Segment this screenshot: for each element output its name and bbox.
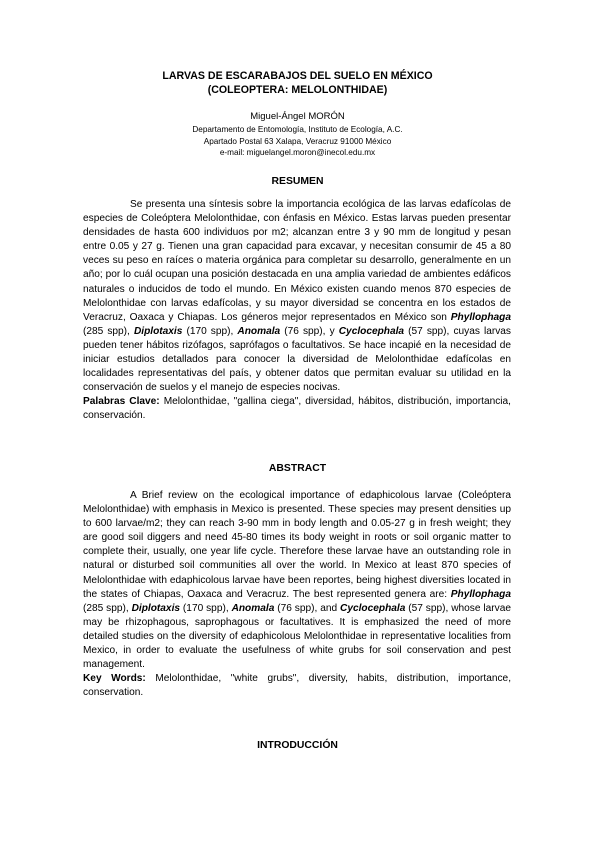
genus-phyllophaga: Phyllophaga	[450, 311, 511, 323]
palabras-clave-text: Melolonthidae, "gallina ciega", diversidad, hábitos, distribución, importancia, conservación.	[83, 396, 511, 422]
abstract-text-5: (57 spp), whose larvae may be rhizophagous, saprophagous or facultatives. It is emphasized the need of more detailed studies on the diversity of edaphicolous Melolonthidae in representative localities from Mexico, in order to evaluate the usefulness of white grubs for soil conservation and pest management.	[83, 602, 511, 671]
paper-title-line1: LARVAS DE ESCARABAJOS DEL SUELO EN MÉXICO	[162, 70, 433, 82]
resumen-text-4: (76 spp), y	[280, 325, 339, 337]
resumen-text-2: (285 spp),	[83, 325, 134, 337]
resumen-text-3: (170 spp),	[182, 325, 238, 337]
resumen-heading: RESUMEN	[271, 176, 324, 187]
genus-anomala-en: Anomala	[231, 602, 275, 614]
affiliation-line1: Departamento de Entomología, Instituto de Ecología, A.C.	[192, 125, 403, 134]
genus-diplotaxis-en: Diplotaxis	[131, 602, 181, 614]
key-words-label: Key Words:	[83, 673, 146, 685]
author-email: e-mail: miguelangel.moron@inecol.edu.mx	[219, 148, 376, 157]
genus-diplotaxis: Diplotaxis	[133, 325, 183, 337]
abstract-text-1: A Brief review on the ecological importance of edaphicolous larvae (Coleóptera Melolonthidae) with emphasis in Mexico is presented. These species may present densities up to 600 larvae/m2; they can reach 3-90 mm in body length and 0.05-27 g in fresh weight; they are good soil diggers and need 45-80 times its body weight in roots or soil organic matter to complete their, usually, one year life cycle. Therefore these larvae have an outstanding role in natural or disturbed soil communities all over the world. In Mexico at least 870 species of Melolonthidae with edaphicolous larvae have been reportes, being highest diversities located in the states of Chiapas, Oaxaca and Veracruz. The best represented genera are:	[83, 490, 511, 600]
resumen-text-1: Se presenta una síntesis sobre la importancia ecológica de las larvas edafícolas de especies de Coleóptera Melolonthidae, con énfasis en México. Estas larvas pueden presentar densidades de hasta 600 individuos por m2; alcanzan entre 3 y 90 mm de longitud y pesan entre 0.05 y 27 g. Tienen una gran capacidad para excavar, y necesitan consumir de 45 a 80 veces su peso en raíces o materia orgánica para completar su desarrollo, generalmente en un año; por lo cuál ocupan una posición destacada en una amplia variedad de ambientes edáficos naturales o inducidos de todo el mundo. En México existen cuando menos 870 especies de Melolonthidae con larvas edafícolas, y su mayor diversidad se concentra en los estados de Veracruz, Oaxaca y Chiapas. Los géneros mejor representados en México son	[83, 199, 511, 323]
author-name: Miguel-Ángel MORÓN	[250, 111, 345, 122]
abstract-text-4: (76 spp), and	[274, 602, 341, 614]
abstract-heading: ABSTRACT	[268, 463, 327, 474]
genus-anomala: Anomala	[237, 325, 281, 337]
genus-cyclocephala: Cyclocephala	[338, 325, 405, 337]
abstract-paragraph	[83, 489, 511, 700]
paper-title-line2: (COLEOPTERA: MELOLONTHIDAE)	[207, 84, 388, 96]
resumen-paragraph	[83, 198, 511, 424]
affiliation-line2: Apartado Postal 63 Xalapa, Veracruz 91000 México	[203, 137, 392, 146]
genus-phyllophaga-en: Phyllophaga	[450, 588, 511, 600]
genus-cyclocephala-en: Cyclocephala	[340, 602, 406, 614]
abstract-text-3: (170 spp),	[180, 602, 232, 614]
abstract-text-2: (285 spp),	[83, 602, 132, 614]
palabras-clave-label: Palabras Clave:	[83, 396, 160, 408]
key-words-text: Melolonthidae, "white grubs", diversity, habits, distribution, importance, conservation.	[83, 673, 512, 699]
introduccion-heading: INTRODUCCIÓN	[257, 740, 338, 751]
resumen-text-5: (57 spp), cuyas larvas pueden tener hábitos rizófagos, saprófagos o facultativos. Se hace incapié en la necesidad de iniciar estudios detallados para conocer la diversidad de Melolonthidae edafícolas en localidades representativas del país, y obtener datos que permitan evaluar su utilidad en la conservación de suelos y el manejo de especies nocivas.	[83, 325, 511, 394]
